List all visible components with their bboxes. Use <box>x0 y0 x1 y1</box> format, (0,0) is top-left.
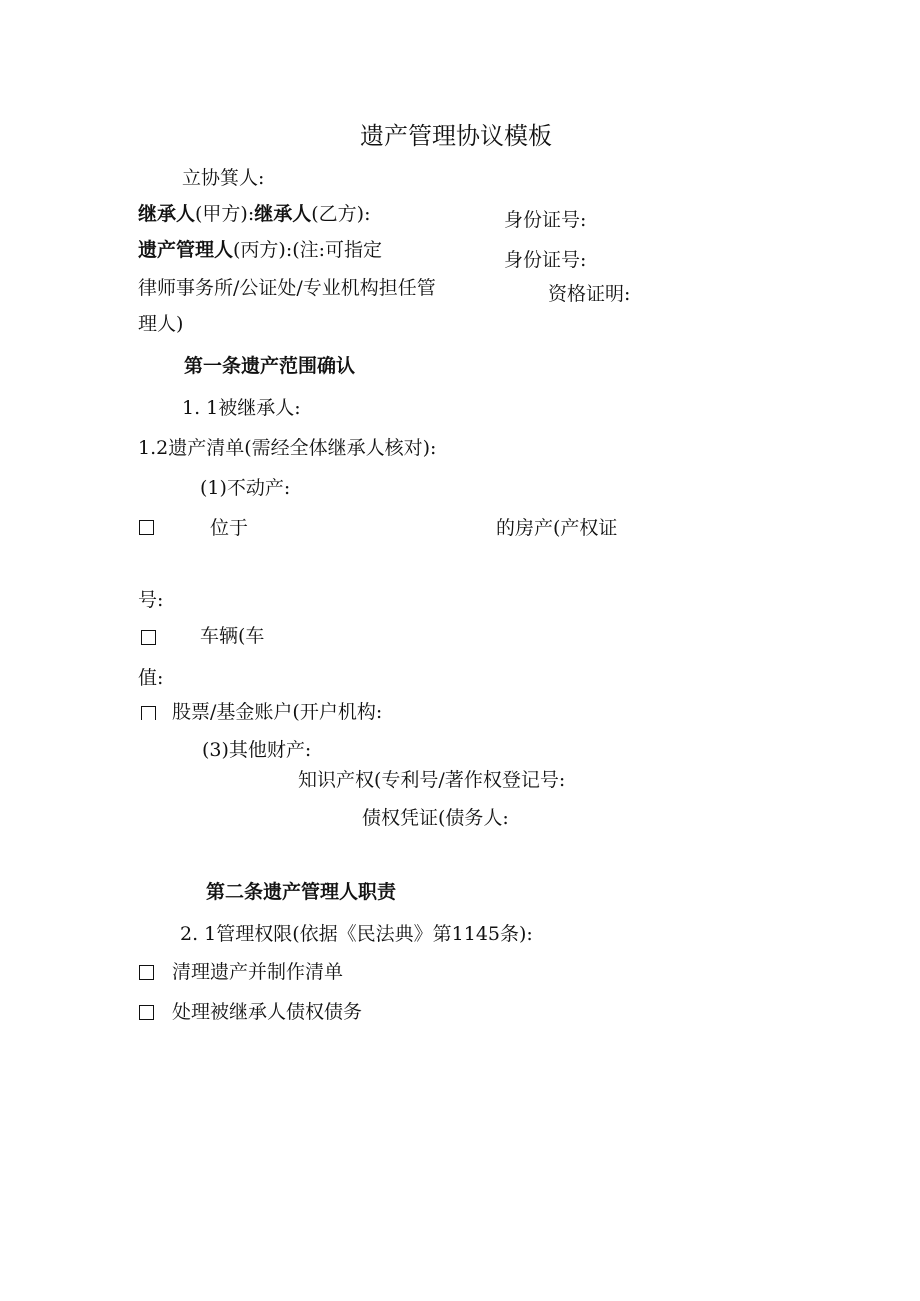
qualification-label: 资格证明: <box>548 283 631 305</box>
article1-heading: 第一条遗产范围确认 <box>184 355 356 377</box>
heir-a-suffix: (甲方): <box>195 203 255 225</box>
duty-1-checkbox[interactable] <box>139 965 154 980</box>
article2-heading: 第二条遗产管理人职责 <box>206 881 397 903</box>
item-1-1: 1. 1被继承人: <box>182 397 301 419</box>
ip-item: 知识产权(专利号/著作权登记号: <box>298 769 566 791</box>
duty-1-label: 清理遗产并制作清单 <box>172 961 344 983</box>
manager-note-line3: 理人) <box>138 313 184 335</box>
heir-b-suffix: (乙方): <box>311 203 371 225</box>
manager-line <box>138 238 382 262</box>
id-number-label-1: 身份证号: <box>504 209 587 231</box>
house-suffix: 的房产(产权证 <box>496 517 618 539</box>
house-cert-cont: 号: <box>138 589 164 611</box>
other-property-heading: (3)其他财产: <box>202 739 312 761</box>
real-estate-heading: (1)不动产: <box>200 477 291 499</box>
stocks-checkbox[interactable] <box>141 706 156 720</box>
document-title: 遗产管理协议模板 <box>360 122 552 150</box>
vehicle-cont: 值: <box>138 667 164 689</box>
heir-a-label: 继承人 <box>138 203 196 225</box>
vehicle-checkbox[interactable] <box>141 630 156 645</box>
manager-label: 遗产管理人 <box>138 239 234 261</box>
item-1-2: 1.2遗产清单(需经全体继承人核对): <box>138 437 437 459</box>
parties-intro: 立协箕人: <box>182 167 265 189</box>
vehicle-label: 车辆(车 <box>200 625 265 647</box>
house-checkbox[interactable] <box>139 520 154 535</box>
manager-note-line2: 律师事务所/公证处/专业机构担任管 <box>138 277 436 299</box>
manager-note: (丙方):(注:可指定 <box>233 239 383 261</box>
heir-line <box>138 202 371 226</box>
duty-2-checkbox[interactable] <box>139 1005 154 1020</box>
stocks-label: 股票/基金账户(开户机构: <box>172 701 383 723</box>
id-number-label-2: 身份证号: <box>504 249 587 271</box>
debt-item: 债权凭证(债务人: <box>362 807 509 829</box>
house-prefix: 位于 <box>210 517 249 539</box>
duty-2-label: 处理被继承人债权债务 <box>172 1001 363 1023</box>
item-2-1: 2. 1管理权限(依据《民法典》第1145条): <box>180 923 533 945</box>
heir-b-label: 继承人 <box>254 203 312 225</box>
